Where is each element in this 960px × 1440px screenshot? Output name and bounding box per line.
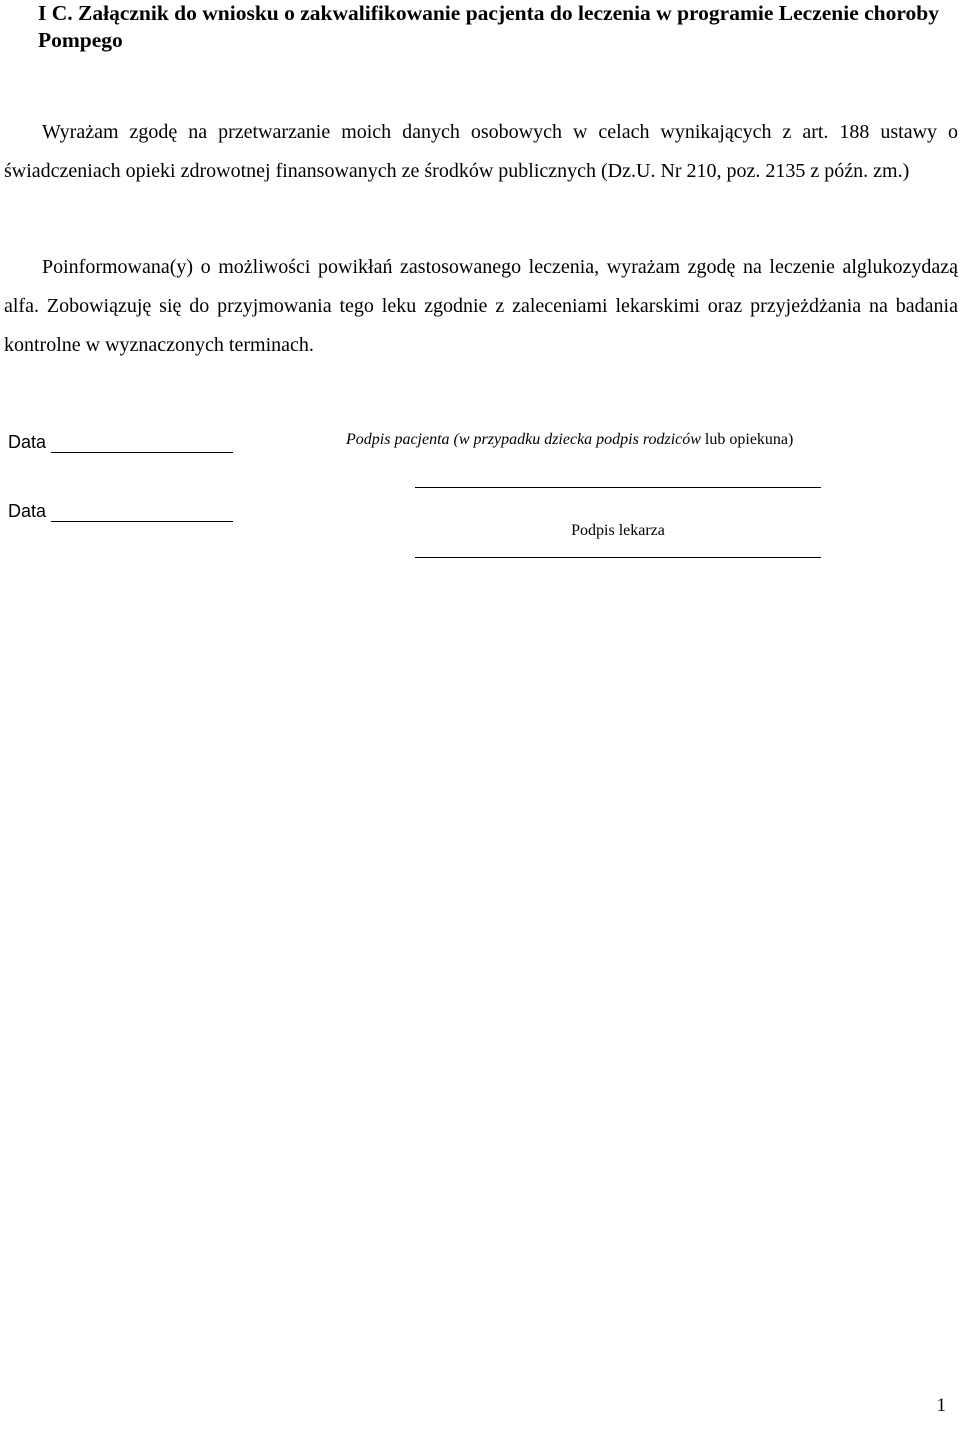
- patient-signature-line: [415, 487, 821, 488]
- date-label-doctor: Data: [8, 501, 47, 521]
- patient-signature-caption-regular: lub opiekuna): [700, 431, 794, 448]
- date-line-doctor: [51, 521, 233, 522]
- patient-signature-caption: [346, 431, 793, 449]
- consent-data-processing-paragraph: Wyrażam zgodę na przetwarzanie moich danych osobowych w celach wynikających z art. 188 ustawy o świadczeniach opieki zdrowotnej finansowanych ze środków publicznych (Dz.U. Nr 210, poz. 2135 z późn. zm.): [4, 121, 958, 182]
- patient-signature-caption-italic: Podpis pacjenta (w przypadku dziecka podpis rodziców: [346, 431, 701, 448]
- doctor-signature-caption: Podpis lekarza: [571, 522, 665, 539]
- document-title: I C. Załącznik do wniosku o zakwalifikowanie pacjenta do leczenia w programie Leczenie choroby Pompego: [38, 1, 939, 52]
- date-label-patient: Data: [8, 432, 47, 452]
- page-number: 1: [936, 1395, 946, 1416]
- date-line-patient: [51, 452, 233, 453]
- consent-treatment-paragraph: Poinformowana(y) o możliwości powikłań zastosowanego leczenia, wyrażam zgodę na leczenie alglukozydazą alfa. Zobowiązuję się do przyjmowania tego leku zgodnie z zaleceniami lekarskimi oraz przyjeżdżania na badania kontrolne w wyznaczonych terminach.: [4, 256, 958, 356]
- doctor-signature-line: [415, 557, 821, 558]
